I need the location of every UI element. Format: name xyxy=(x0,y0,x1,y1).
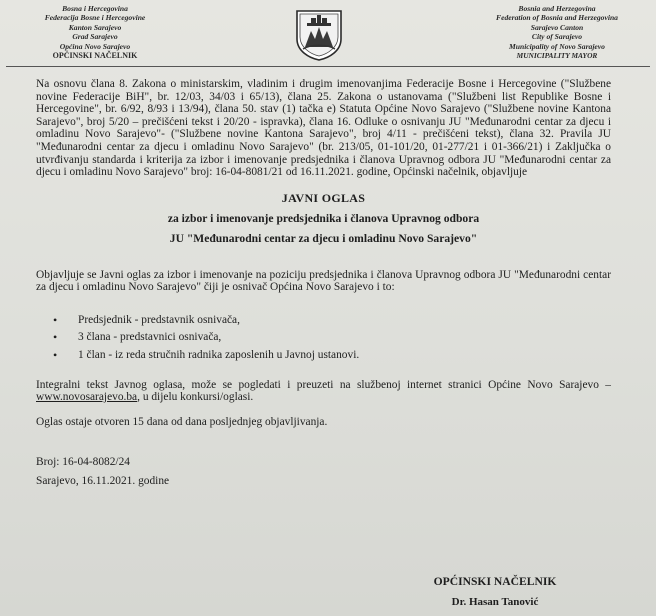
list-item-text: Predsjednik - predstavnik osnivača, xyxy=(78,313,240,326)
full-text-paragraph xyxy=(36,379,611,404)
notice-title: JAVNI OGLAS xyxy=(281,190,366,205)
signature-name: Dr. Hasan Tanović xyxy=(451,596,539,608)
full-text-lead: Integralni tekst Javnog oglasa, može se pogledati i preuzeti na službenoj internet stranici Općine Novo Sarajevo – xyxy=(36,378,611,391)
notice-subtitle-institution: JU "Međunarodni centar za djecu i omladinu Novo Sarajevo" xyxy=(169,231,478,245)
position-list xyxy=(36,314,611,362)
list-item xyxy=(53,330,611,345)
bullet-icon: • xyxy=(53,330,58,345)
header-left-line: Bosna i Hercegovina xyxy=(62,4,128,13)
header-left-line: Federacija Bosne i Hercegovine xyxy=(44,13,146,23)
coat-of-arms-icon xyxy=(295,9,343,61)
signature-block xyxy=(400,572,590,612)
reference-number: Broj: 16-04-8082/24 xyxy=(36,456,130,469)
notice-subtitle: za izbor i imenovanje predsjednika i članova Upravnog odbora xyxy=(167,212,480,226)
intro-paragraph: Na osnovu člana 8. Zakona o ministarskim, vladinim i drugim imenovanjima Federacije Bosne i Hercegovine ("Službene novine Federacije BiH", br. 12/03, 34/03 i 65/13), člana 25. Zakona o ustanovama ("Službeni list Republike Bosne i Hercegovine", br. 6/92, 8/93 i 13/94), člana 50. stav (1) tačka e) Statuta Općine Novo Sarajevo ("Službene novine Kantona Sarajevo", broj 5/20 – prečišćeni tekst i 20/20 - ispravka), člana 16. Odluke o osnivanju JU "Međunarodni centar za djecu i omladinu Novo Sarajevo"- ("Službene novine Kantona Sarajevo", broj 4/11 - prečišćeni tekst), člana 32. Pravila JU "Međunarodni centar za djecu i omladinu Novo Sarajevo" (br. 213/05, 01-101/20, 01-277/21 i 01-366/21) i Zaključka o utvrđivanju standarda i kriterija za izbor i imenovanje predsjednika i članova Upravnog odbora JU "Međunarodni centar za djecu i omladinu Novo Sarajevo" broj: 16-04-8081/21 od 16.11.2021. godine, Općinski načelnik, objavljuje xyxy=(36,78,611,179)
website-link[interactable]: www.novosarajevo.ba xyxy=(36,391,138,404)
header-right-line: MUNICIPALITY MAYOR xyxy=(516,51,598,61)
document-body xyxy=(36,78,611,487)
header-right-line: City of Sarajevo xyxy=(531,32,583,42)
header-right-line: Municipality of Novo Sarajevo xyxy=(509,41,605,51)
header-right xyxy=(462,4,652,60)
header-right-line: Sarajevo Canton xyxy=(530,22,584,32)
header-left-line: OPĆINSKI NAČELNIK xyxy=(52,51,138,61)
list-item-text: 3 člana - predstavnici osnivača, xyxy=(78,331,222,344)
place-date: Sarajevo, 16.11.2021. godine xyxy=(36,474,170,487)
full-text-tail: , u dijelu konkursi/oglasi. xyxy=(137,391,254,404)
announcement-paragraph: Objavljuje se Javni oglas za izbor i imenovanje na poziciju predsjednika i članova Upravnog odbora JU "Međunarodni centar za djecu i omladinu Novo Sarajevo" čiji je osnivač Općina Novo Sarajevo i to: xyxy=(36,268,611,294)
header-divider xyxy=(6,66,650,67)
signature-title: OPĆINSKI NAČELNIK xyxy=(433,575,557,588)
bullet-icon: • xyxy=(53,347,58,362)
bullet-icon: • xyxy=(53,312,58,327)
header-right-line: Bosnia and Herzegovina xyxy=(518,4,596,13)
list-item-text: 1 član - iz reda stručnih radnika zaposlenih u Javnoj ustanovi. xyxy=(78,348,360,361)
list-item xyxy=(53,347,611,362)
header-right-line: Federation of Bosnia and Herzegovina xyxy=(496,13,618,23)
list-item xyxy=(53,312,611,327)
deadline-paragraph: Oglas ostaje otvoren 15 dana od dana posljednjeg objavljivanja. xyxy=(36,415,328,428)
header-left-line: Grad Sarajevo xyxy=(72,32,118,42)
header-left-line: Općina Novo Sarajevo xyxy=(59,41,131,51)
header-left-line: Kanton Sarajevo xyxy=(68,22,122,32)
header-left xyxy=(4,4,186,60)
